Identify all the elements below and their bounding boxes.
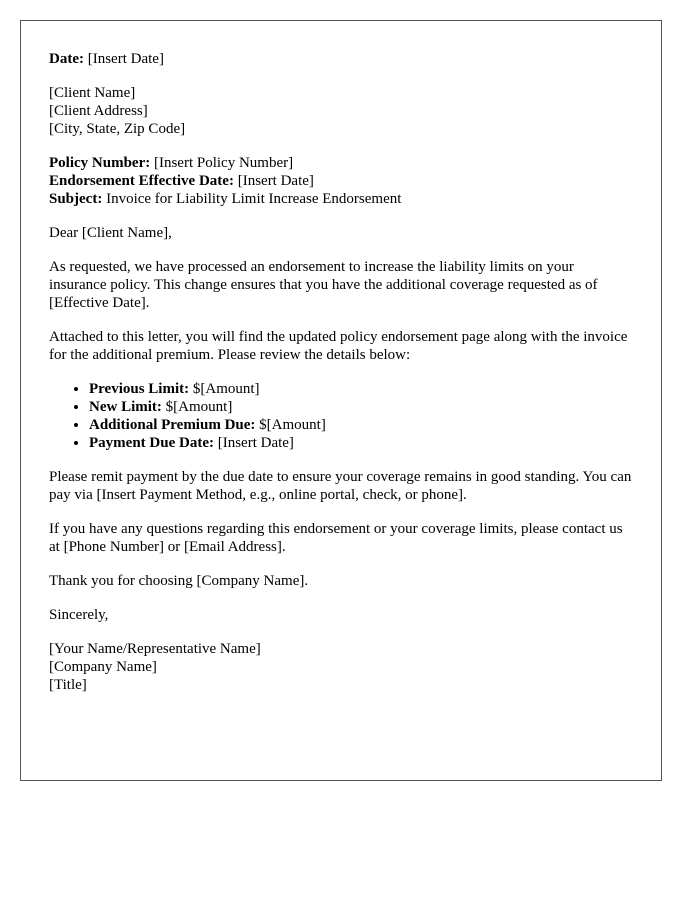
letter-page	[20, 20, 662, 781]
salutation: Dear [Client Name],	[49, 225, 172, 241]
paragraph-thank-you: Thank you for choosing [Company Name].	[49, 573, 309, 589]
date-block	[49, 50, 633, 68]
client-name: [Client Name]	[49, 85, 136, 101]
closing: Sincerely,	[49, 607, 109, 623]
signature-company: [Company Name]	[49, 659, 157, 675]
policy-number-line	[49, 154, 633, 172]
detail-label: Additional Premium Due:	[89, 417, 256, 433]
paragraph-endorsement-processed: As requested, we have processed an endorsement to increase the liability limits on your insurance policy. This change ensures that you have the additional coverage requested as of [Effective Date].	[49, 259, 598, 311]
paragraph-attachments: Attached to this letter, you will find the updated policy endorsement page along with the invoice for the additional premium. Please review the details below:	[49, 329, 628, 363]
signature-name: [Your Name/Representative Name]	[49, 641, 261, 657]
detail-label: Payment Due Date:	[89, 435, 214, 451]
client-city-state-zip: [City, State, Zip Code]	[49, 121, 186, 137]
date-label: Date:	[49, 51, 84, 67]
detail-value: [Insert Date]	[213, 435, 294, 451]
subject-line	[49, 190, 633, 208]
signature-block	[49, 640, 633, 694]
policy-number-label: Policy Number:	[49, 155, 151, 171]
detail-label: New Limit:	[89, 399, 162, 415]
client-address: [Client Address]	[49, 103, 148, 119]
policy-number-value: [Insert Policy Number]	[150, 155, 294, 171]
detail-value: $[Amount]	[189, 381, 260, 397]
effective-date-label: Endorsement Effective Date:	[49, 173, 234, 189]
paragraph-questions: If you have any questions regarding this endorsement or your coverage limits, please contact us at [Phone Number] or [Email Address].	[49, 521, 623, 555]
effective-date-line	[49, 172, 633, 190]
list-item-previous-limit	[89, 380, 633, 398]
subject-label: Subject:	[49, 191, 103, 207]
client-address-block	[49, 84, 633, 138]
list-item-additional-premium	[89, 416, 633, 434]
policy-info-block	[49, 154, 633, 208]
details-list	[49, 380, 633, 452]
subject-value: Invoice for Liability Limit Increase Endorsement	[102, 191, 402, 207]
paragraph-remit-payment: Please remit payment by the due date to ensure your coverage remains in good standing. You can pay via [Insert Payment Method, e.g., online portal, check, or phone].	[49, 469, 632, 503]
list-item-payment-due-date	[89, 434, 633, 452]
detail-value: $[Amount]	[161, 399, 233, 415]
date-value: [Insert Date]	[83, 51, 164, 67]
date-line	[49, 50, 633, 68]
detail-label: Previous Limit:	[89, 381, 190, 397]
effective-date-value: [Insert Date]	[233, 173, 314, 189]
signature-title: [Title]	[49, 677, 87, 693]
list-item-new-limit	[89, 398, 633, 416]
detail-value: $[Amount]	[255, 417, 326, 433]
